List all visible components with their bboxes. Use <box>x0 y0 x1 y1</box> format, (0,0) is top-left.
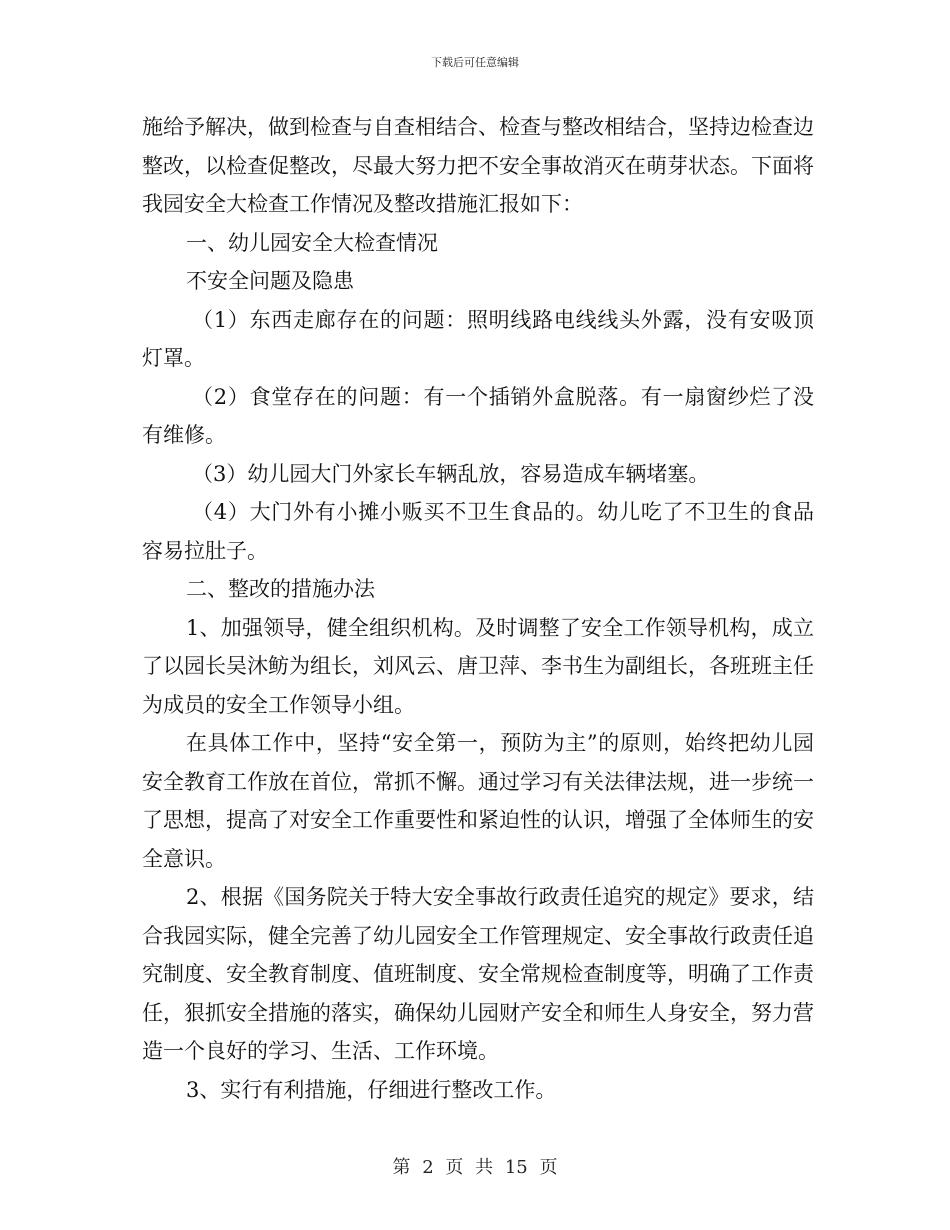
paragraph-leadership: 1、加强领导，健全组织机构。及时调整了安全工作领导机构，成立了以园长吴沐鲂为组长，刘风云、唐卫萍、李书生为副组长，各班班主任为成员的安全工作领导小组。 <box>142 615 814 717</box>
list-item-corridor: （1）东西走廊存在的问题：照明线路电线线头外露，没有安吸顶灯罩。 <box>142 307 814 370</box>
paragraph-rectification: 3、实行有利措施，仔细进行整改工作。 <box>186 1077 557 1102</box>
section-heading-inspection: 一、幼儿园安全大检查情况 <box>186 230 438 255</box>
paragraph-regulations: 2、根据《国务院关于特大安全事故行政责任追究的规定》要求，结合我园实际，健全完善了幼儿园安全工作管理规定、安全事故行政责任追究制度、安全教育制度、值班制度、安全常规检查制度等，明确了工作责任，狠抓安全措施的落实，确保幼儿园财产安全和师生人身安全，努力营造一个良好的学习、生活、工作环境。 <box>142 885 814 1063</box>
list-item-vendors: （4）大门外有小摊小贩买不卫生食品的。幼儿吃了不卫生的食品容易拉肚子。 <box>142 500 814 563</box>
paragraph-continuation: 施给予解决，做到检查与自查相结合、检查与整改相结合，坚持边检查边整改，以检查促整改，尽最大努力把不安全事故消灭在萌芽状态。下面将我园安全大检查工作情况及整改措施汇报如下： <box>142 115 814 216</box>
document-body <box>142 108 814 1109</box>
list-item-canteen: （2）食堂存在的问题：有一个插销外盒脱落。有一扇窗纱烂了没有维修。 <box>142 384 814 447</box>
subheading-hazards: 不安全问题及隐患 <box>186 269 354 293</box>
page-header: 下载后可任意编辑 <box>431 56 519 69</box>
paragraph-safety-first: 在具体工作中，坚持“安全第一，预防为主”的原则，始终把幼儿园安全教育工作放在首位，常抓不懈。通过学习有关法律法规，进一步统一了思想，提高了对安全工作重要性和紧迫性的认识，增强了全体师生的安全意识。 <box>142 731 814 871</box>
list-item-parking: （3）幼儿园大门外家长车辆乱放，容易造成车辆堵塞。 <box>192 461 710 486</box>
page-footer: 第 2 页 共 15 页 <box>392 1157 558 1178</box>
section-heading-measures: 二、整改的措施办法 <box>186 577 375 601</box>
